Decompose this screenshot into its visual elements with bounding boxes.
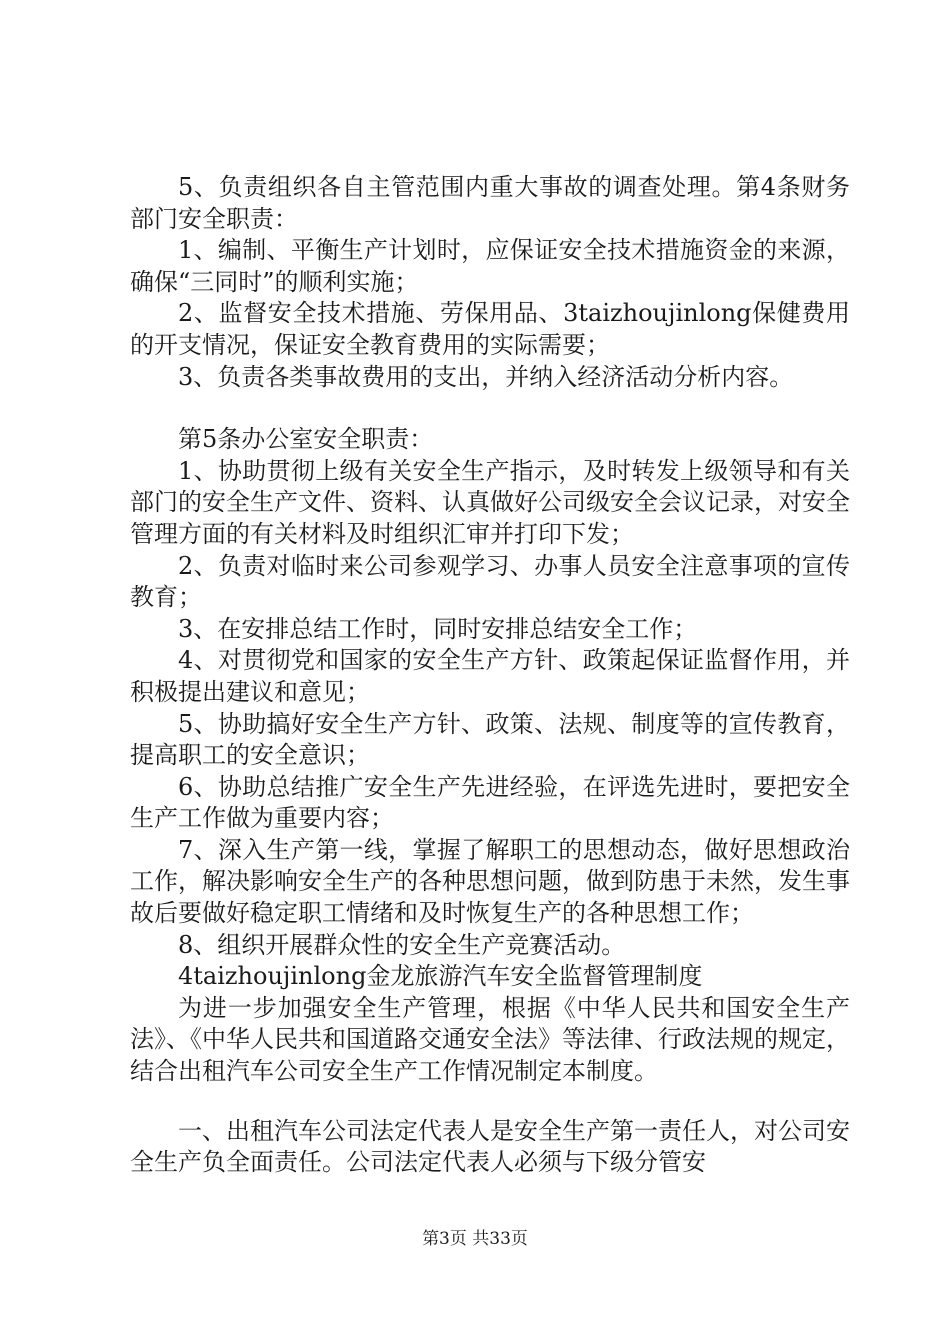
paragraph: 8、组织开展群众性的安全生产竞赛活动。 — [178, 930, 626, 959]
paragraph: 5、负责组织各自主管范围内重大事故的调查处理。第4条财务部门安全职责： — [130, 173, 850, 233]
paragraph: 一、出租汽车公司法定代表人是安全生产第一责任人，对公司安全生产负全面责任。公司法定代表人必须与下级分管安 — [130, 1116, 850, 1177]
paragraph: 为进一步加强安全生产管理，根据《中华人民共和国安全生产法》、《中华人民共和国道路交通安全法》等法律、行政法规的规定，结合出租汽车公司安全生产工作情况制定本制度。 — [130, 993, 850, 1086]
section-heading: 第5条办公室安全职责： — [178, 425, 434, 454]
paragraph: 6、协助总结推广安全生产先进经验，在评选先进时，要把安全生产工作做为重要内容； — [130, 772, 850, 833]
page-number: 第3页 共33页 — [422, 1229, 528, 1249]
paragraph: 7、深入生产第一线，掌握了解职工的思想动态，做好思想政治工作，解决影响安全生产的各种思想问题，做到防患于未然，发生事故后要做好稳定职工情绪和及时恢复生产的各种思想工作； — [130, 835, 850, 928]
paragraph: 2、负责对临时来公司参观学习、办事人员安全注意事项的宣传教育； — [130, 551, 850, 612]
document-title: 4taizhoujinlong金龙旅游汽车安全监督管理制度 — [178, 962, 703, 991]
document-body — [130, 172, 850, 1179]
paragraph: 2、监督安全技术措施、劳保用品、3taizhoujinlong保健费用的开支情况，保证安全教育费用的实际需要； — [130, 299, 850, 359]
paragraph: 3、在安排总结工作时，同时安排总结安全工作； — [178, 614, 698, 643]
paragraph: 1、编制、平衡生产计划时，应保证安全技术措施资金的来源，确保“三同时”的顺利实施； — [130, 236, 850, 296]
paragraph: 5、协助搞好安全生产方针、政策、法规、制度等的宣传教育，提高职工的安全意识； — [130, 709, 850, 770]
paragraph: 3、负责各类事故费用的支出，并纳入经济活动分析内容。 — [178, 362, 794, 391]
paragraph: 4、对贯彻党和国家的安全生产方针、政策起保证监督作用，并积极提出建议和意见； — [130, 646, 850, 706]
paragraph: 1、协助贯彻上级有关安全生产指示，及时转发上级领导和有关部门的安全生产文件、资料、认真做好公司级安全会议记录，对安全管理方面的有关材料及时组织汇审并打印下发； — [130, 456, 850, 548]
